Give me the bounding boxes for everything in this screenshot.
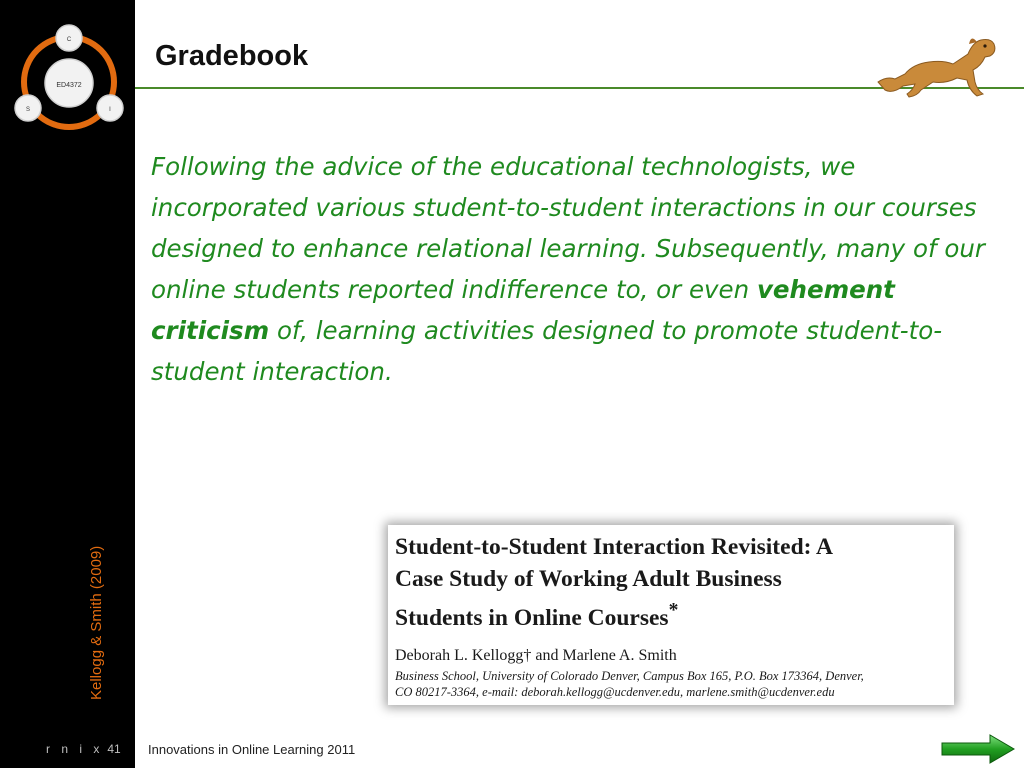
next-arrow-icon[interactable]: [940, 733, 1016, 765]
paper-title-line-2: Case Study of Working Adult Business: [395, 566, 782, 592]
logo-left-label: S: [25, 107, 31, 113]
slide-title: Gradebook: [155, 40, 309, 72]
paper-title-mark: *: [668, 600, 679, 621]
paragraph-emphasis: vehement criticism: [151, 275, 895, 345]
page-number: 41: [107, 742, 121, 756]
sidebar: [0, 0, 135, 768]
paragraph-part-2: of, learning activities designed to promote student-to-student interaction.: [151, 316, 943, 386]
citation-label: Kellogg & Smith (2009): [88, 545, 105, 700]
paper-affiliation: [395, 668, 951, 700]
paper-affiliation-line-1: Business School, University of Colorado Denver, Campus Box 165, P.O. Box 173364, Denver,: [395, 669, 864, 683]
paper-title: [395, 531, 955, 634]
footer-title: Innovations in Online Learning 2011: [148, 742, 356, 757]
paper-title-line-1: Student-to-Student Interaction Revisited: A: [395, 534, 834, 560]
logo-right-label: I: [109, 107, 111, 113]
logo-top-label: C: [66, 37, 72, 43]
footer-left-text: [46, 742, 121, 756]
paper-excerpt-image: [388, 525, 954, 705]
main-paragraph: [151, 146, 1011, 392]
paper-title-line-3: Students in Online Courses: [395, 604, 669, 631]
logo-diagram-icon: [10, 22, 128, 134]
paper-authors: Deborah L. Kellogg† and Marlene A. Smith: [395, 647, 677, 664]
dog-mascot-icon: [873, 24, 998, 100]
paper-affiliation-line-2: CO 80217-3364, e-mail: deborah.kellogg@ucdenver.edu, marlene.smith@ucdenver.edu: [395, 685, 835, 699]
paragraph-part-1: Following the advice of the educational technologists, we incorporated various student-to-student interactions in our courses designed to enhance relational learning. Subsequently, many of our online students reported indifference to, or even: [151, 152, 985, 304]
footer-brand: r n i x: [46, 742, 104, 756]
logo-center-label: ED4372: [56, 82, 82, 89]
